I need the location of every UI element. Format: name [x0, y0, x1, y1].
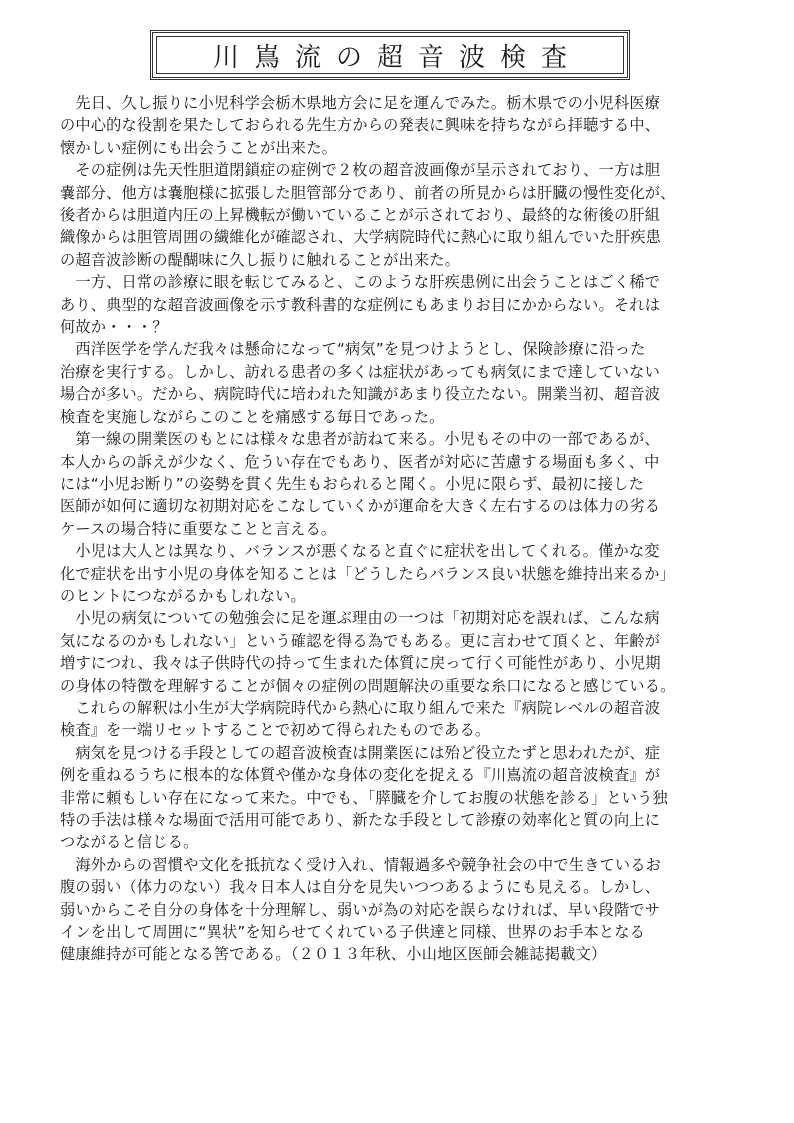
text-line: 織像からは胆管周囲の繊維化が確認され、大学病院時代に熱心に取り組んでいた肝疾患 [60, 228, 662, 247]
text-line: 検査を実施しながらこのことを痛感する毎日であった。 [60, 407, 445, 426]
text-line: 一方、日常の診療に眼を転じてみると、このような肝疾患例に出会うことはごく稀で [60, 273, 661, 292]
paragraph [60, 742, 730, 854]
title-box [150, 30, 630, 80]
text-line: には“小児お断り”の姿勢を貫く先生もおられると聞く。小児に限らず、最初に接した [60, 474, 644, 493]
text-line: 小児は大人とは異なり、バランスが悪くなると直ぐに症状を出してくれる。僅かな変 [60, 542, 660, 561]
text-line: 懐かしい症例にも出会うことが出来た。 [60, 138, 337, 157]
article-body [60, 92, 730, 966]
text-line: の超音波診断の醍醐味に久し振りに触れることが出来た。 [60, 250, 461, 269]
text-line: その症例は先天性胆道閉鎖症の症例で２枚の超音波画像が呈示されており、一方は胆 [60, 161, 661, 180]
text-line: 例を重ねるうちに根本的な体質や僅かな身体の変化を捉える『川嶌流の超音波検査』が [60, 766, 661, 785]
text-line: 腹の弱い（体力のない）我々日本人は自分を見失いつつあるようにも見える。しかし、 [60, 878, 661, 897]
text-line: 治療を実行する。しかし、訪れる患者の多くは症状があっても病気にまで達していない [60, 362, 660, 381]
text-line: インを出して周囲に“異状”を知らせてくれている子供達と同様、世界のお手本となる [60, 923, 646, 942]
paragraph [60, 338, 730, 428]
text-line: 健康維持が可能となる筈である。（２０１３年秋、小山地区医師会雑誌掲載文） [60, 945, 607, 964]
text-line: 弱いからこそ自分の身体を十分理解し、弱いが為の対応を誤らなければ、早い段階でサ [60, 900, 661, 919]
paragraph [60, 854, 730, 966]
text-line: 本人からの訴えが少なく、危うい存在でもあり、医者が対応に苦慮する場面も多く、中 [60, 452, 660, 471]
text-line: 第一線の開業医のもとには様々な患者が訪ねて来る。小児もその中の一部であるが、 [60, 430, 660, 449]
text-line: 場合が多い。だから、病院時代に培われた知識があまり役立たない。開業当初、超音波 [60, 385, 661, 404]
text-line: 増すにつれ、我々は子供時代の持って生まれた体質に戻って行く可能性があり、小児期 [60, 654, 661, 673]
text-line: 海外からの習慣や文化を抵抗なく受け入れ、情報過多や競争社会の中で生きているお [60, 855, 662, 874]
paragraph [60, 697, 730, 742]
paragraph [60, 540, 730, 607]
text-line: 医師が如何に適切な初期対応をこなしていくかが運命を大きく左右するのは体力の劣る [60, 497, 661, 516]
paragraph [60, 159, 730, 271]
text-line: 先日、久し振りに小児科学会栃木県地方会に足を運んでみた。栃木県での小児科医療 [60, 94, 661, 112]
text-line: 特の手法は様々な場面で活用可能であり、新たな手段として診療の効率化と質の向上に [60, 811, 661, 829]
paragraph [60, 271, 730, 338]
text-line: 嚢部分、他方は嚢胞様に拡張した胆管部分であり、前者の所見からは肝臓の慢性変化が、 [60, 183, 676, 202]
text-line: のヒントにつながるかもしれない。 [60, 586, 306, 605]
text-line: 化で症状を出す小児の身体を知ることは「どうしたらバランス良い状態を維持出来るか」 [60, 564, 676, 583]
text-line: の中心的な役割を果たしておられる先生方からの発表に興味を持ちながら拝聴する中、 [60, 116, 661, 135]
text-line: 検査』を一端リセットすることで初めて得られたものである。 [60, 721, 491, 740]
text-line: あり、典型的な超音波画像を示す教科書的な症例にもあまりお目にかからない。それは [60, 295, 661, 314]
text-line: ケースの場合特に重要なことと言える。 [60, 519, 337, 538]
paragraph [60, 428, 730, 540]
page-title: 川嶌流の超音波検査 [212, 42, 582, 73]
text-line: 後者からは胆道内圧の上昇機転が働いていることが示されており、最終的な術後の肝組 [60, 206, 661, 225]
text-line: 西洋医学を学んだ我々は懸命になって“病気”を見つけようとし、保険診療に沿った [60, 340, 646, 359]
paragraph [60, 92, 730, 159]
text-line: つながると信じる。 [60, 833, 199, 852]
text-line: 何故か・・・？ [60, 318, 168, 337]
paragraph [60, 607, 730, 697]
text-line: これらの解釈は小生が大学病院時代から熱心に取り組んで来た『病院レベルの超音波 [60, 698, 661, 717]
text-line: 病気を見つける手段としての超音波検査は開業医には殆ど役立たずと思われたが、症 [60, 743, 661, 762]
text-line: 気になるのかもしれない」という確認を得る為でもある。更に言わせて頂くと、年齢が [60, 631, 661, 650]
text-line: の身体の特徴を理解することが個々の症例の問題解決の重要な糸口になると感じている。 [60, 676, 676, 695]
text-line: 非常に頼もしい存在になって来た。中でも、「膵臓を介してお腹の状態を診る」という独 [60, 788, 668, 807]
text-line: 小児の病気についての勉強会に足を運ぶ理由の一つは「初期対応を誤れば、こんな病 [60, 609, 660, 628]
